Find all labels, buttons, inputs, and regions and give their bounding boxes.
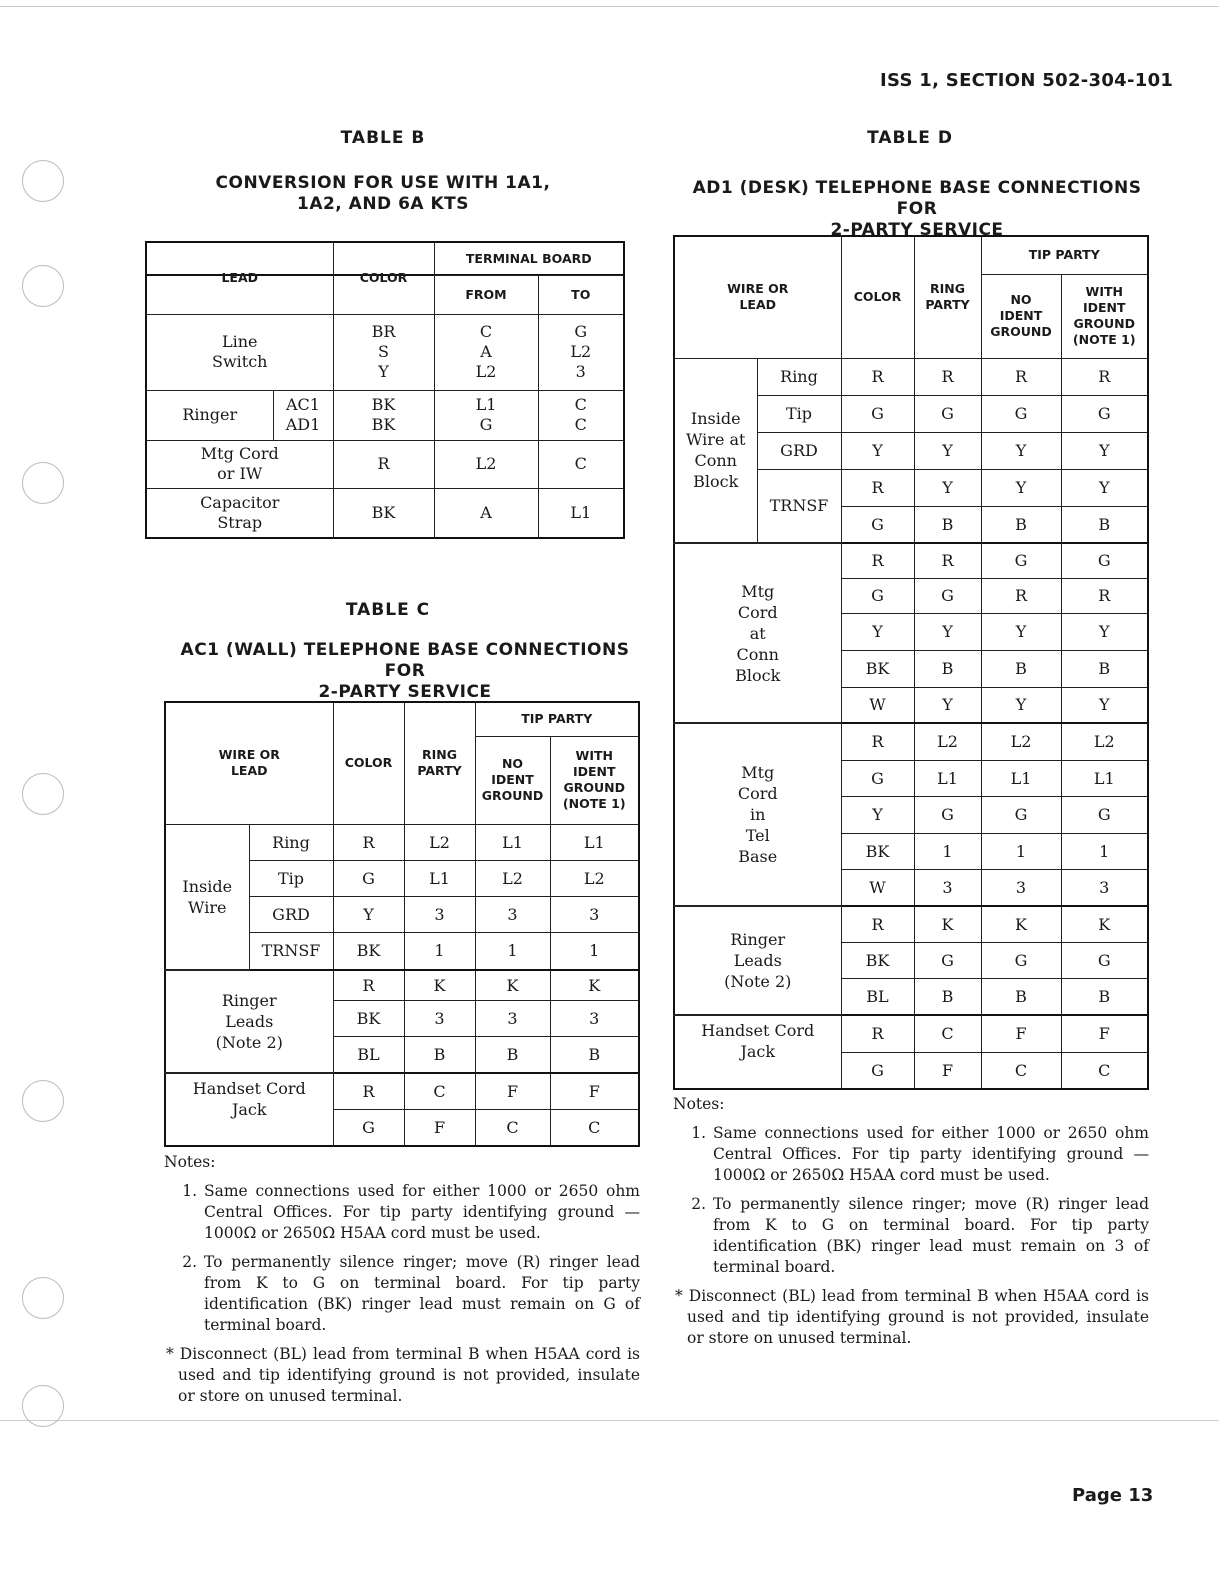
cell-with-ident: K xyxy=(1061,906,1148,942)
cell-ring: Y xyxy=(914,432,981,469)
cell-color: BK xyxy=(841,833,914,869)
cell-ring: 3 xyxy=(404,896,475,932)
group-mtg-cord-tel-base xyxy=(674,723,841,906)
binder-hole xyxy=(22,160,64,202)
binder-hole xyxy=(22,462,64,504)
cell-sub: TRNSF xyxy=(249,932,333,970)
cell-color: G xyxy=(841,1052,914,1089)
group-text: Mtg Cord in Tel Base xyxy=(737,763,778,866)
cell-color: R xyxy=(333,970,404,1000)
note-2: 2. To permanently silence ringer; move (R) ringer lead from K to G on terminal board. For tip party identification (BK) ringer lead must remain on G of terminal board. xyxy=(202,1252,640,1336)
header-ring-party xyxy=(404,702,475,824)
cell-lead xyxy=(146,440,333,488)
cell-no-ident: B xyxy=(981,650,1061,687)
cell-ring: Y xyxy=(914,469,981,506)
cell-to xyxy=(538,440,624,488)
cell-color: BL xyxy=(333,1036,404,1073)
table-c-notes xyxy=(164,1152,640,1407)
cell-color: W xyxy=(841,869,914,906)
cell-with-ident: Y xyxy=(1061,687,1148,723)
cell-with-ident: B xyxy=(1061,650,1148,687)
cell-color: G xyxy=(841,506,914,543)
cell-color xyxy=(333,314,434,390)
cell-no-ident: K xyxy=(981,906,1061,942)
cell-color: R xyxy=(841,543,914,578)
group-ringer-leads xyxy=(674,906,841,1015)
cell-ring: 1 xyxy=(404,932,475,970)
table-c-caption xyxy=(160,640,650,703)
cell-color: G xyxy=(333,860,404,896)
cell-no-ident: F xyxy=(981,1015,1061,1052)
header-terminal-board: TERMINAL BOARD xyxy=(434,242,624,275)
cell-ring: R xyxy=(914,358,981,395)
cell-lead xyxy=(146,390,273,440)
cell-with-ident: 3 xyxy=(1061,869,1148,906)
header-with-ident xyxy=(1061,274,1148,358)
cell-no-ident: F xyxy=(475,1073,550,1109)
cell-color: BK xyxy=(333,932,404,970)
cell-color: G xyxy=(841,760,914,796)
header-ring-text: RING PARTY xyxy=(925,281,970,313)
top-scan-edge xyxy=(0,6,1219,7)
cell-ring: G xyxy=(914,942,981,978)
cell-color: R xyxy=(333,824,404,860)
cell-lead xyxy=(146,314,333,390)
cell-with-ident: Y xyxy=(1061,432,1148,469)
cell-ring: G xyxy=(914,395,981,432)
cell-color xyxy=(333,488,434,538)
group-text: Inside Wire xyxy=(182,876,233,917)
lead-text: Line Switch xyxy=(212,332,268,371)
cell-ring: 3 xyxy=(914,869,981,906)
cell-no-ident: R xyxy=(981,358,1061,395)
color-text: BK BK xyxy=(371,395,396,434)
note-1: 1. Same connections used for either 1000 or 2650 ohm Central Offices. For tip party identifying ground — 1000Ω or 2650Ω H5AA cord must be used. xyxy=(202,1181,640,1244)
cell-ring: G xyxy=(914,578,981,613)
group-text: Handset Cord Jack xyxy=(701,1021,815,1061)
cell-with-ident: 1 xyxy=(550,932,639,970)
binder-hole xyxy=(22,1385,64,1427)
group-text: Mtg Cord at Conn Block xyxy=(735,581,781,685)
cell-ring: R xyxy=(914,543,981,578)
cell-sub: GRD xyxy=(757,432,841,469)
header-with-ident xyxy=(550,736,639,824)
cell-color: Y xyxy=(841,432,914,469)
notes-heading: Notes: xyxy=(164,1153,216,1171)
cell-no-ident: Y xyxy=(981,687,1061,723)
header-with-ident-text: WITH IDENT GROUND (NOTE 1) xyxy=(562,748,626,811)
cell-with-ident: L2 xyxy=(550,860,639,896)
lead-text: Ringer xyxy=(182,405,238,424)
cell-sub xyxy=(273,390,333,440)
group-handset-cord-jack xyxy=(165,1073,333,1146)
cell-color: Y xyxy=(333,896,404,932)
group-text: Handset Cord Jack xyxy=(192,1079,306,1119)
cell-color: R xyxy=(841,906,914,942)
cell-color: BK xyxy=(841,942,914,978)
cell-no-ident: L1 xyxy=(475,824,550,860)
cell-color: G xyxy=(333,1109,404,1146)
cell-no-ident: 3 xyxy=(475,1000,550,1036)
table-d-notes xyxy=(673,1094,1149,1349)
cell-no-ident: 1 xyxy=(475,932,550,970)
cell-ring: Y xyxy=(914,613,981,650)
header-tip-party: TIP PARTY xyxy=(475,702,639,736)
cell-sub: Ring xyxy=(757,358,841,395)
cell-with-ident: 1 xyxy=(1061,833,1148,869)
cell-with-ident: G xyxy=(1061,543,1148,578)
cell-no-ident: L1 xyxy=(981,760,1061,796)
cell-color: BL xyxy=(841,978,914,1015)
cell-ring: G xyxy=(914,796,981,833)
cell-sub: GRD xyxy=(249,896,333,932)
from-text: L2 xyxy=(475,454,497,473)
header-from: FROM xyxy=(434,275,538,314)
cell-color: R xyxy=(333,1073,404,1109)
cell-ring: L2 xyxy=(914,723,981,760)
header-wire-or-lead xyxy=(165,702,333,824)
cell-no-ident: G xyxy=(981,796,1061,833)
header-wire-or-lead xyxy=(674,236,841,358)
cell-color: R xyxy=(841,1015,914,1052)
to-text: C xyxy=(574,454,587,473)
cell-with-ident: C xyxy=(1061,1052,1148,1089)
cell-color: Y xyxy=(841,796,914,833)
cell-color: BK xyxy=(841,650,914,687)
cell-no-ident: B xyxy=(981,978,1061,1015)
cell-with-ident: 3 xyxy=(550,896,639,932)
cell-with-ident: Y xyxy=(1061,469,1148,506)
group-handset-cord-jack xyxy=(674,1015,841,1089)
note-1: 1. Same connections used for either 1000 or 2650 ohm Central Offices. For tip party identifying ground — 1000Ω or 2650Ω H5AA cord must be used. xyxy=(711,1123,1149,1186)
cell-ring: C xyxy=(914,1015,981,1052)
cell-ring: K xyxy=(914,906,981,942)
group-text: Ringer Leads (Note 2) xyxy=(215,991,283,1052)
cell-no-ident: R xyxy=(981,578,1061,613)
cell-with-ident: L1 xyxy=(550,824,639,860)
cell-no-ident: L2 xyxy=(981,723,1061,760)
group-mtg-cord-conn-block xyxy=(674,543,841,723)
cell-no-ident: Y xyxy=(981,432,1061,469)
cell-no-ident: C xyxy=(475,1109,550,1146)
cell-color: R xyxy=(841,723,914,760)
cell-no-ident: G xyxy=(981,942,1061,978)
table-b-label: TABLE B xyxy=(340,128,426,148)
section-header: ISS 1, SECTION 502-304-101 xyxy=(880,70,1174,91)
to-text: C C xyxy=(574,395,587,434)
cell-color: BK xyxy=(333,1000,404,1036)
table-c-caption-line1: AC1 (WALL) TELEPHONE BASE CONNECTIONS FOR xyxy=(180,640,630,681)
cell-to xyxy=(538,390,624,440)
header-tip-party: TIP PARTY xyxy=(981,236,1148,274)
cell-to xyxy=(538,488,624,538)
header-no-ident xyxy=(981,274,1061,358)
cell-with-ident: G xyxy=(1061,796,1148,833)
cell-no-ident: 1 xyxy=(981,833,1061,869)
cell-with-ident: Y xyxy=(1061,613,1148,650)
table-b-caption-line1: CONVERSION FOR USE WITH 1A1, xyxy=(215,173,551,193)
table-d-caption-line1: AD1 (DESK) TELEPHONE BASE CONNECTIONS FOR xyxy=(692,178,1142,219)
cell-no-ident: K xyxy=(475,970,550,1000)
cell-from xyxy=(434,390,538,440)
notes-heading: Notes: xyxy=(673,1095,725,1113)
cell-no-ident: B xyxy=(981,506,1061,543)
cell-with-ident: K xyxy=(550,970,639,1000)
cell-with-ident: B xyxy=(550,1036,639,1073)
cell-with-ident: F xyxy=(1061,1015,1148,1052)
header-with-ident-text: WITH IDENT GROUND (NOTE 1) xyxy=(1072,284,1136,347)
cell-color xyxy=(333,440,434,488)
cell-no-ident: Y xyxy=(981,613,1061,650)
cell-no-ident: Y xyxy=(981,469,1061,506)
header-to: TO xyxy=(538,275,624,314)
header-color: COLOR xyxy=(333,242,434,314)
cell-with-ident: B xyxy=(1061,978,1148,1015)
cell-ring: Y xyxy=(914,687,981,723)
header-color: COLOR xyxy=(333,702,404,824)
cell-ring: B xyxy=(914,650,981,687)
cell-ring: K xyxy=(404,970,475,1000)
cell-with-ident: B xyxy=(1061,506,1148,543)
cell-with-ident: G xyxy=(1061,395,1148,432)
cell-color: Y xyxy=(841,613,914,650)
header-ring-party xyxy=(914,236,981,358)
header-wire-text: WIRE OR LEAD xyxy=(218,747,280,779)
note-star: * Disconnect (BL) lead from terminal B when H5AA cord is used and tip identifying ground is not provided, insulate or store on unused terminal. xyxy=(675,1287,1149,1347)
cell-color xyxy=(333,390,434,440)
cell-no-ident: B xyxy=(475,1036,550,1073)
cell-color: R xyxy=(841,469,914,506)
from-text: A xyxy=(480,502,492,522)
table-d xyxy=(673,235,1149,1090)
table-d-caption-line2: 2-PARTY SERVICE xyxy=(830,220,1004,240)
binder-hole xyxy=(22,773,64,815)
cell-no-ident: G xyxy=(981,395,1061,432)
header-no-ident-text: NO IDENT GROUND xyxy=(481,756,544,803)
group-text: Ringer Leads (Note 2) xyxy=(724,930,792,991)
table-b-caption xyxy=(170,173,596,215)
cell-ring: 3 xyxy=(404,1000,475,1036)
header-lead: LEAD xyxy=(146,242,333,314)
color-text: BR S Y xyxy=(371,322,396,381)
cell-lead xyxy=(146,488,333,538)
notes-list xyxy=(164,1181,640,1336)
cell-color: G xyxy=(841,578,914,613)
table-d-label: TABLE D xyxy=(867,128,953,148)
notes-list xyxy=(673,1123,1149,1278)
table-c-label: TABLE C xyxy=(345,600,431,620)
cell-color: W xyxy=(841,687,914,723)
cell-ring: B xyxy=(404,1036,475,1073)
binder-hole xyxy=(22,1080,64,1122)
cell-color: G xyxy=(841,395,914,432)
header-no-ident-text: NO IDENT GROUND xyxy=(990,292,1052,339)
header-no-ident xyxy=(475,736,550,824)
to-text: L1 xyxy=(570,502,592,522)
table-d-caption xyxy=(680,178,1154,241)
cell-sub: Tip xyxy=(249,860,333,896)
cell-with-ident: L2 xyxy=(1061,723,1148,760)
cell-color: R xyxy=(841,358,914,395)
color-text: R xyxy=(377,454,390,473)
cell-sub: Tip xyxy=(757,395,841,432)
cell-ring: C xyxy=(404,1073,475,1109)
group-inside-wire xyxy=(674,358,757,543)
group-ringer-leads xyxy=(165,970,333,1073)
group-inside-wire xyxy=(165,824,249,970)
header-ring-text: RING PARTY xyxy=(417,747,462,779)
page-number: Page 13 xyxy=(1072,1485,1154,1506)
cell-ring: B xyxy=(914,978,981,1015)
table-c-caption-line2: 2-PARTY SERVICE xyxy=(318,682,492,702)
cell-with-ident: R xyxy=(1061,358,1148,395)
cell-with-ident: C xyxy=(550,1109,639,1146)
cell-sub: TRNSF xyxy=(757,469,841,543)
cell-with-ident: R xyxy=(1061,578,1148,613)
cell-sub: Ring xyxy=(249,824,333,860)
cell-no-ident: 3 xyxy=(981,869,1061,906)
cell-with-ident: G xyxy=(1061,942,1148,978)
cell-ring: L2 xyxy=(404,824,475,860)
cell-from xyxy=(434,440,538,488)
cell-no-ident: G xyxy=(981,543,1061,578)
cell-with-ident: 3 xyxy=(550,1000,639,1036)
note-star: * Disconnect (BL) lead from terminal B when H5AA cord is used and tip identifying ground is not provided, insulate or store on unused terminal. xyxy=(166,1345,640,1405)
note-2: 2. To permanently silence ringer; move (R) ringer lead from K to G on terminal board. For tip party identification (BK) ringer lead must remain on 3 of terminal board. xyxy=(711,1194,1149,1278)
cell-ring: F xyxy=(914,1052,981,1089)
group-text: Inside Wire at Conn Block xyxy=(686,409,746,492)
table-c xyxy=(164,701,640,1147)
from-text: C A L2 xyxy=(475,322,497,381)
cell-ring: L1 xyxy=(404,860,475,896)
sub-text: AC1 AD1 xyxy=(285,395,321,434)
lead-text: Capacitor Strap xyxy=(200,492,280,532)
cell-ring: L1 xyxy=(914,760,981,796)
cell-ring: F xyxy=(404,1109,475,1146)
cell-no-ident: C xyxy=(981,1052,1061,1089)
table-b-grid xyxy=(145,241,625,539)
binder-hole xyxy=(22,1277,64,1319)
lead-text: Mtg Cord or IW xyxy=(200,444,279,483)
color-text: BK xyxy=(371,502,396,522)
cell-with-ident: L1 xyxy=(1061,760,1148,796)
cell-ring: B xyxy=(914,506,981,543)
bottom-scan-edge xyxy=(0,1420,1219,1421)
binder-hole xyxy=(22,265,64,307)
header-color: COLOR xyxy=(841,236,914,358)
header-wire-text: WIRE OR LEAD xyxy=(727,281,789,313)
cell-from xyxy=(434,314,538,390)
cell-from xyxy=(434,488,538,538)
cell-ring: 1 xyxy=(914,833,981,869)
from-text: L1 G xyxy=(475,395,497,434)
to-text: G L2 3 xyxy=(570,322,592,381)
cell-no-ident: 3 xyxy=(475,896,550,932)
cell-no-ident: L2 xyxy=(475,860,550,896)
cell-with-ident: F xyxy=(550,1073,639,1109)
table-b-caption-line2: 1A2, AND 6A KTS xyxy=(296,194,470,214)
cell-to xyxy=(538,314,624,390)
